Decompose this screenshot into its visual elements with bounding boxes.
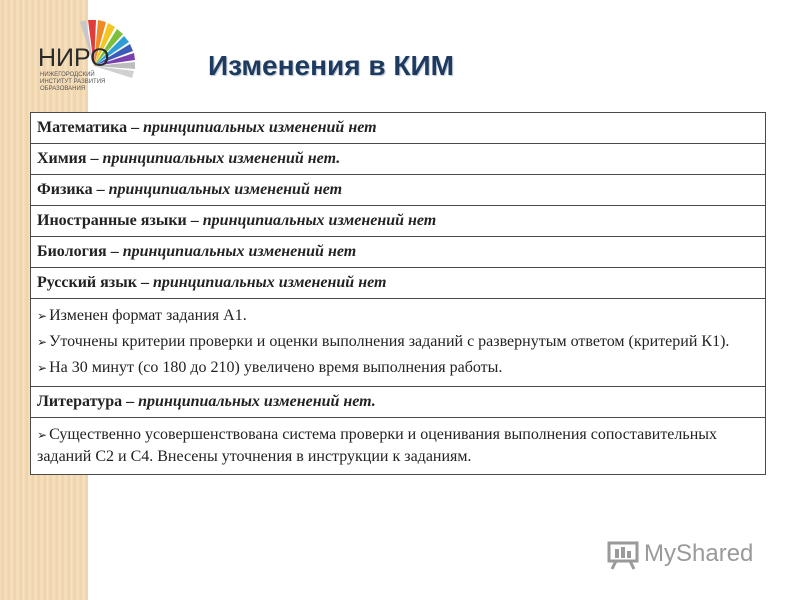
page-title: Изменения в КИМ	[208, 50, 454, 81]
myshared-watermark	[606, 536, 753, 572]
table-row	[31, 418, 766, 475]
subject-name: Русский язык	[37, 274, 137, 291]
presentation-board-icon	[606, 537, 640, 571]
table-row: Математика – принципиальных изменений нет	[31, 113, 766, 144]
arrow-bullet-icon: ➢	[37, 335, 48, 349]
subject-name: Химия	[37, 150, 87, 167]
table-row: Химия – принципиальных изменений нет.	[31, 144, 766, 175]
table-row: Литература – принципиальных изменений нет.	[31, 387, 766, 418]
subject-note: принципиальных изменений нет	[122, 243, 357, 260]
subject-note: принципиальных изменений нет.	[102, 150, 341, 167]
arrow-bullet-icon: ➢	[37, 309, 48, 323]
kim-changes-table	[30, 112, 766, 475]
subject-name: Физика	[37, 181, 93, 198]
subject-note: принципиальных изменений нет	[108, 181, 343, 198]
table-row: Русский язык – принципиальных изменений нет	[31, 268, 766, 299]
subject-name: Математика	[37, 119, 128, 136]
table-row	[31, 299, 766, 387]
subject-note: принципиальных изменений нет	[152, 274, 387, 291]
logo-name: НИРО	[38, 44, 110, 72]
subject-note: принципиальных изменений нет.	[138, 393, 376, 410]
logo-subtitle: НИЖЕГОРОДСКИЙ ИНСТИТУТ РАЗВИТИЯ ОБРАЗОВАНИЯ	[40, 72, 106, 92]
list-item: ➢ Существенно усовершенствована система проверки и оценивания выполнения сопоставительных заданий С2 и С4. Внесены уточнения в инструкции к заданиям.	[37, 426, 717, 465]
watermark-text: MyShared	[644, 540, 754, 567]
niro-logo	[34, 14, 154, 106]
table-row: Физика – принципиальных изменений нет	[31, 175, 766, 206]
table-row: Биология – принципиальных изменений нет	[31, 237, 766, 268]
list-item: ➢ Уточнены критерии проверки и оценки выполнения заданий с развернутым ответом (критерий К1).	[37, 333, 730, 350]
subject-note: принципиальных изменений нет	[202, 212, 437, 229]
arrow-bullet-icon: ➢	[37, 361, 48, 375]
list-item: ➢ На 30 минут (со 180 до 210) увеличено время выполнения работы.	[37, 359, 503, 376]
arrow-bullet-icon: ➢	[37, 428, 48, 442]
subject-note: принципиальных изменений нет	[143, 119, 377, 136]
table-row: Иностранные языки – принципиальных изменений нет	[31, 206, 766, 237]
subject-name: Литература	[37, 393, 123, 410]
list-item: ➢ Изменен формат задания А1.	[37, 307, 247, 324]
subject-name: Биология	[37, 243, 107, 260]
subject-name: Иностранные языки	[37, 212, 187, 229]
